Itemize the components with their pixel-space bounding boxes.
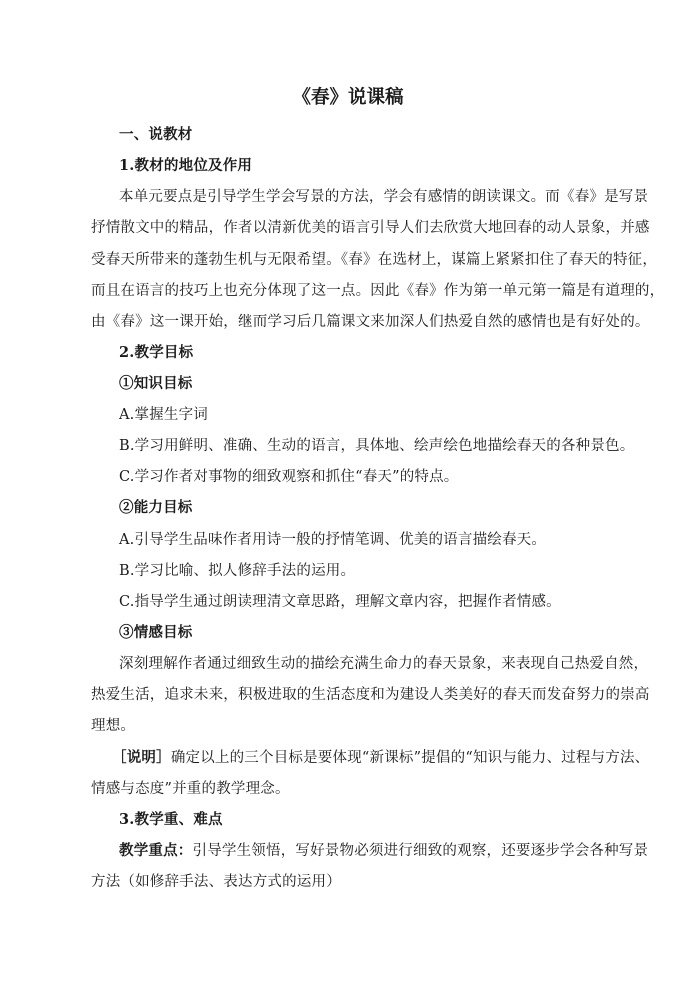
list-item: A.引导学生品味作者用诗一般的抒情笔调、优美的语言描绘春天。 [119,532,547,548]
paragraph-line: 由《春》这一课开始，继而学习后几篇课文来加深人们热爱自然的感情也是有好处的。 [91,314,650,330]
list-item: B.学习用鲜明、准确、生动的语言，具体地、绘声绘色地描绘春天的各种景色。 [119,438,635,454]
key-point-line: 方法（如修辞手法、表达方式的运用） [91,874,341,890]
paragraph-line: 热爱生活，追求未来，积极进取的生活态度和为建设人类美好的春天而发奋努力的崇高 [91,687,650,703]
section-heading-teaching-material: 一、说教材 [119,126,193,143]
note-line: 情感与态度”并重的教学理念。 [91,781,290,797]
goal-heading-knowledge: ①知识目标 [119,375,193,392]
list-item: C.学习作者对事物的细致观察和抓住“春天”的特点。 [119,469,459,485]
paragraph-line: 深刻理解作者通过细致生动的描绘充满生命力的春天景象，来表现自己热爱自然， [119,656,649,672]
note-line [112,748,649,768]
key-point-text: 引导学生领悟，写好景物必须进行细致的观察，还要逐步学会各种写景 [192,843,649,859]
list-item: A.掌握生字词 [119,407,208,423]
goal-heading-ability: ②能力目标 [119,499,193,516]
paragraph-line: 理想。 [91,718,136,734]
list-item: C.指导学生通过朗读理清文章思路，理解文章内容，把握作者情感。 [119,594,561,610]
subsection-heading-goals: 2.教学目标 [119,344,194,361]
paragraph-line: 受春天所带来的蓬勃生机与无限希望。《春》在选材上，谋篇上紧紧扣住了春天的特征， [91,252,658,268]
paragraph-line: 抒情散文中的精品，作者以清新优美的语言引导人们去欣赏大地回春的动人景象，并感 [91,220,650,236]
goal-heading-emotion: ③情感目标 [119,624,193,641]
paragraph-line: 本单元要点是引导学生学会写景的方法，学会有感情的朗读课文。而《春》是写景 [119,189,649,205]
list-item: B.学习比喻、拟人修辞手法的运用。 [119,563,356,579]
key-point-label: 教学重点： [119,842,193,859]
note-label: ［说明］ [112,749,171,766]
key-point-line [119,841,648,861]
subsection-heading-status: 1.教材的地位及作用 [119,157,253,174]
subsection-heading-key-points: 3.教学重、难点 [119,811,223,828]
note-text: 确定以上的三个目标是要体现“新课标”提倡的“知识与能力、过程与方法、 [170,750,650,766]
paragraph-line: 而且在语言的技巧上也充分体现了这一点。因此《春》作为第一单元第一篇是有道理的， [91,283,665,299]
page-title: 《春》说课稿 [292,87,404,108]
